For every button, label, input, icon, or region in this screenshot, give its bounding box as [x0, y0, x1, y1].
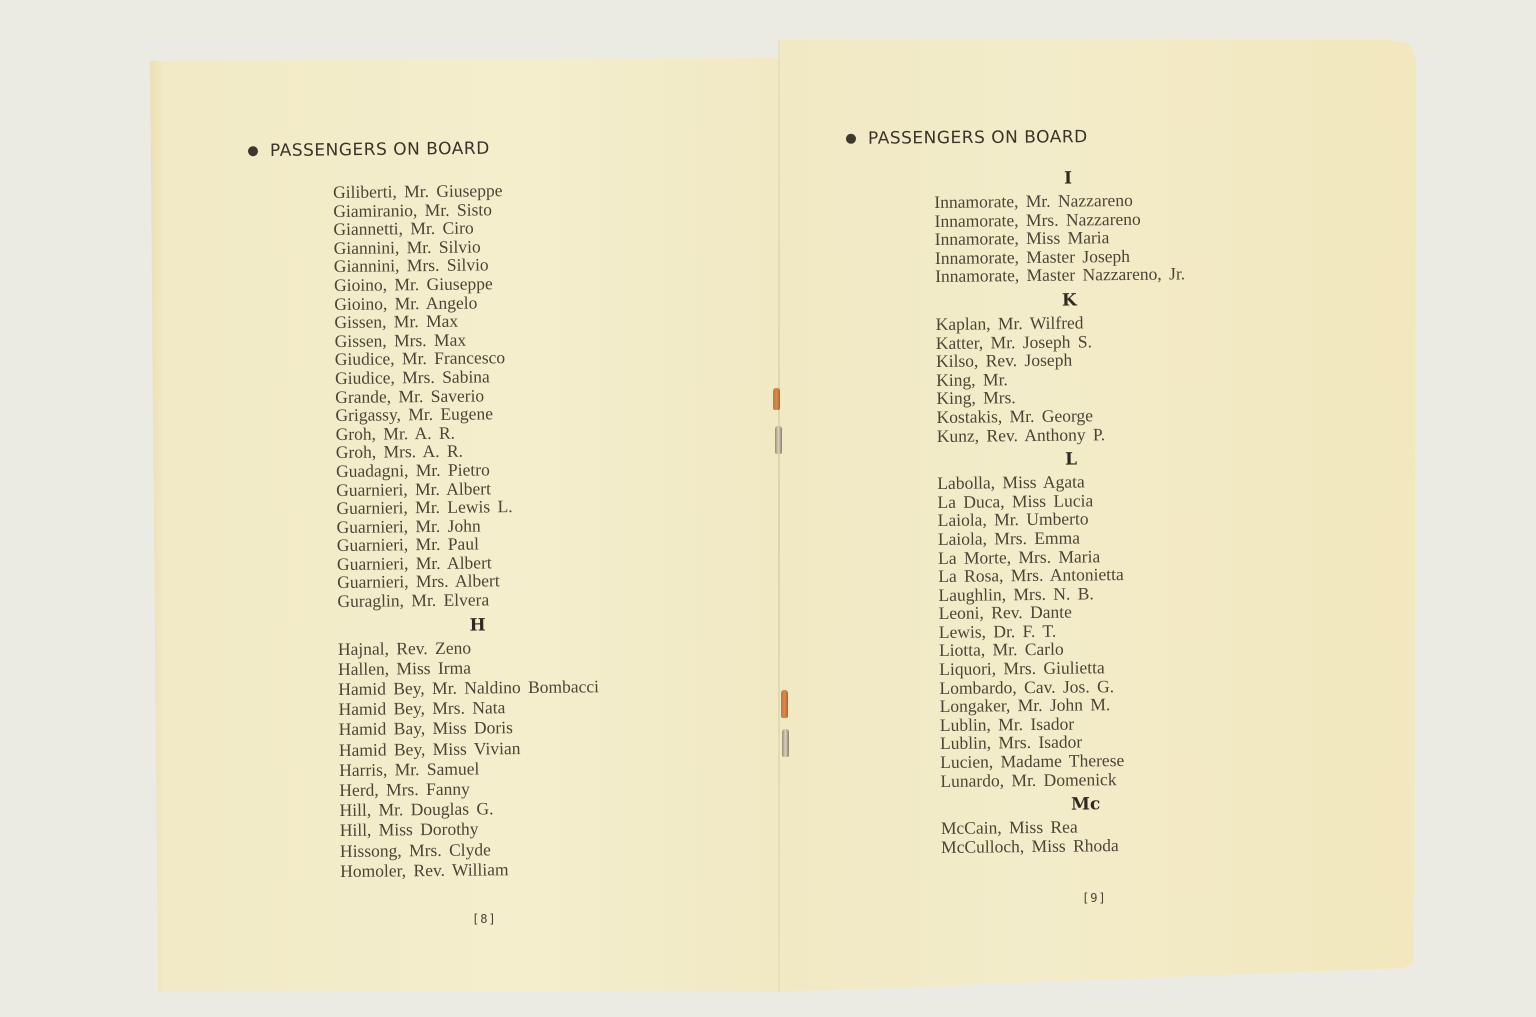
- passenger-entry: Innamorate, Master Joseph: [934, 245, 1131, 268]
- passenger-entry: Giudice, Mr. Francesco: [334, 347, 506, 370]
- passenger-entry: Laiola, Mr. Umberto: [937, 508, 1089, 531]
- passenger-group-k: [935, 287, 1227, 445]
- passenger-entry: Gioino, Mr. Giuseppe: [333, 273, 493, 295]
- passenger-entry: Lombardo, Cav. Jos. G.: [939, 675, 1115, 698]
- passenger-entry: Giamiranio, Mr. Sisto: [333, 198, 493, 221]
- passenger-entry: Hill, Mr. Douglas G.: [339, 798, 494, 821]
- passenger-entry: Guraglin, Mr. Elvera: [337, 589, 490, 612]
- passenger-group-h: [338, 612, 621, 882]
- passenger-entry: Innamorate, Mrs. Nazzareno: [934, 208, 1141, 231]
- passenger-entry: King, Mrs.: [936, 387, 1016, 409]
- passenger-entry: Kunz, Rev. Anthony P.: [936, 423, 1106, 446]
- section-letter-h: H: [469, 615, 486, 636]
- passenger-entry: Katter, Mr. Joseph S.: [935, 330, 1093, 353]
- staple-icon: [773, 388, 780, 410]
- right-passenger-list: [934, 165, 1231, 856]
- passenger-entry: Guarnieri, Mr. Albert: [336, 477, 492, 500]
- passenger-entry: Kostakis, Mr. George: [936, 405, 1094, 427]
- passenger-entry: Giannetti, Mr. Ciro: [333, 217, 474, 240]
- passenger-entry: Groh, Mrs. A. R.: [335, 440, 464, 463]
- passenger-entry: Laiola, Mrs. Emma: [937, 527, 1081, 549]
- passenger-entry: Groh, Mr. A. R.: [335, 422, 456, 444]
- passenger-entry: Hissong, Mrs. Clyde: [339, 838, 491, 861]
- section-letter-l: L: [1064, 449, 1078, 470]
- passenger-group-mc: [941, 791, 1232, 856]
- passenger-entry: Gissen, Mrs. Max: [334, 329, 467, 351]
- passenger-entry: Lunardo, Mr. Domenick: [940, 768, 1117, 791]
- passenger-entry: Innamorate, Mr. Nazzareno: [934, 189, 1133, 212]
- passenger-entry: Hajnal, Rev. Zeno: [337, 637, 472, 659]
- passenger-entry: Liquori, Mrs. Giulietta: [939, 657, 1105, 680]
- bullet-icon: [248, 146, 258, 156]
- passenger-entry: Liotta, Mr. Carlo: [938, 639, 1064, 661]
- spine-fold: [778, 40, 780, 992]
- section-letter-mc: Mc: [1070, 794, 1101, 815]
- passenger-entry: Grande, Mr. Saverio: [335, 384, 485, 407]
- passenger-entry: Hamid Bey, Miss Vivian: [338, 737, 521, 760]
- passenger-entry: Leoni, Rev. Dante: [938, 601, 1072, 624]
- section-letter-i: I: [1064, 168, 1073, 189]
- passenger-entry: Hallen, Miss Irma: [337, 657, 472, 679]
- passenger-entry: Giannini, Mrs. Silvio: [333, 254, 489, 277]
- passenger-group-g: [333, 180, 617, 611]
- passenger-entry: Harris, Mr. Samuel: [339, 758, 480, 780]
- passenger-entry: Hamid Bey, Mr. Naldino Bombacci: [338, 676, 600, 700]
- passenger-entry: Gissen, Mr. Max: [334, 310, 459, 333]
- passenger-entry: Guarnieri, Mr. Lewis L.: [336, 496, 513, 519]
- passenger-entry: La Duca, Miss Lucia: [937, 490, 1094, 512]
- left-page-number: [8]: [472, 912, 497, 926]
- passenger-group-i: [934, 165, 1225, 286]
- passenger-entry: La Rosa, Mrs. Antonietta: [938, 564, 1124, 587]
- passenger-entry: Guarnieri, Mr. Albert: [336, 552, 492, 574]
- passenger-entry: Giliberti, Mr. Giuseppe: [332, 180, 503, 202]
- section-letter-k: K: [1061, 290, 1077, 311]
- left-passenger-list: [333, 180, 620, 882]
- right-page-header: [846, 127, 1088, 149]
- passenger-group-l: [937, 446, 1231, 790]
- right-page-number: [9]: [1082, 891, 1107, 905]
- passenger-entry: Kaplan, Mr. Wilfred: [935, 312, 1084, 334]
- passenger-entry: Hamid Bey, Mrs. Nata: [338, 697, 506, 720]
- passenger-entry: Homoler, Rev. William: [340, 858, 509, 881]
- right-page-header-text: PASSENGERS ON BOARD: [867, 127, 1088, 149]
- passenger-entry: McCain, Miss Rea: [940, 816, 1078, 839]
- staple-icon: [782, 729, 789, 757]
- passenger-entry: Herd, Mrs. Fanny: [339, 778, 470, 800]
- bullet-icon: [846, 134, 856, 144]
- staple-icon: [781, 690, 788, 718]
- passenger-entry: Lublin, Mrs. Isador: [939, 731, 1083, 754]
- passenger-entry: King, Mr.: [936, 368, 1008, 390]
- left-page-header-text: PASSENGERS ON BOARD: [269, 138, 490, 162]
- left-page-header: [248, 139, 490, 162]
- passenger-entry: Laughlin, Mrs. N. B.: [938, 583, 1094, 605]
- passenger-entry: Innamorate, Master Nazzareno, Jr.: [935, 263, 1186, 287]
- passenger-entry: Grigassy, Mr. Eugene: [335, 403, 494, 426]
- passenger-entry: Hill, Miss Dorothy: [339, 818, 479, 841]
- passenger-entry: Labolla, Miss Agata: [937, 471, 1085, 494]
- passenger-entry: Guadagni, Mr. Pietro: [335, 459, 490, 481]
- passenger-entry: Giudice, Mrs. Sabina: [334, 366, 490, 388]
- passenger-entry: Guarnieri, Mrs. Albert: [337, 570, 500, 593]
- passenger-entry: McCulloch, Miss Rhoda: [941, 834, 1119, 857]
- passenger-entry: La Morte, Mrs. Maria: [937, 545, 1101, 568]
- passenger-entry: Gioino, Mr. Angelo: [334, 292, 478, 314]
- passenger-entry: Kilso, Rev. Joseph: [935, 349, 1073, 372]
- passenger-entry: Lublin, Mr. Isador: [939, 713, 1075, 735]
- passenger-entry: Innamorate, Miss Maria: [934, 227, 1110, 250]
- passenger-entry: Hamid Bay, Miss Doris: [338, 717, 513, 740]
- passenger-entry: Lewis, Dr. F. T.: [938, 620, 1057, 642]
- staple-icon: [775, 426, 782, 454]
- passenger-entry: Guarnieri, Mr. Paul: [336, 533, 479, 556]
- passenger-entry: Guarnieri, Mr. John: [336, 515, 481, 537]
- passenger-entry: Longaker, Mr. John M.: [939, 694, 1111, 717]
- passenger-entry: Lucien, Madame Therese: [940, 750, 1125, 772]
- passenger-entry: Giannini, Mr. Silvio: [333, 236, 481, 258]
